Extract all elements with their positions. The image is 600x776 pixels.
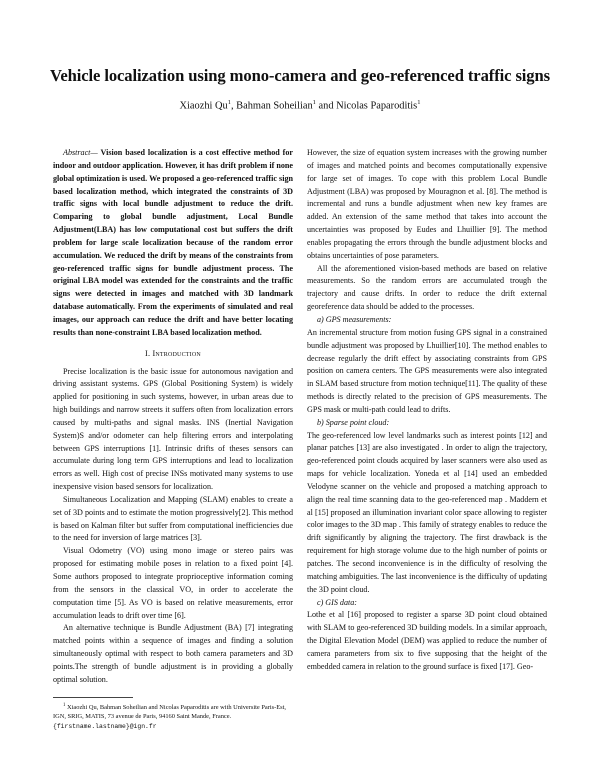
intro-paragraph: Simultaneous Localization and Mapping (SLAM) enables to create a set of 3D points and to estimate the motion progressively[2]. This method is based on Kalman filter but suffer from computational inefficiencies due to the need for inversion of large matrices [3]. (53, 494, 293, 543)
paper-title: Vehicle localization using mono-camera and geo-referenced traffic signs (49, 66, 550, 85)
affiliation-mark: 1 (227, 99, 231, 106)
section-numeral: I. (145, 348, 153, 358)
author-2: Bahman Soheilian (236, 100, 313, 112)
subsection-text-gis-data: Lothe et al [16] proposed to register a sparse 3D point cloud obtained with SLAM to geo-referenced 3D building models. In a similar approach, the Digital Elevation Model (DEM) was applied to reduce the number of camera parameters from six to five supposing that the height of the embedded camera in relation to the ground surface is fixed [17]. Geo- (307, 610, 547, 671)
footnote-divider (53, 697, 133, 698)
footnote-text: Xiaozhi Qu, Bahman Soheilian and Nicolas Paparoditis are with Universite Paris-Est, IGN, SRIG, MATIS, 73 avenue de Paris, 94160 Saint Mande, France. (53, 703, 287, 721)
affiliation-mark: 1 (417, 99, 421, 106)
subsection-heading-gps: a) GPS measurements: (317, 314, 392, 324)
author-3: and Nicolas Paparoditis (318, 100, 418, 112)
section-title: Introduction (152, 348, 201, 358)
intro-paragraph: An alternative technique is Bundle Adjustment (BA) [7] integrating matched points within a sequence of images and finding a solution simultaneously optimal with respect to both camera parameters and 3D points.The strength of bundle adjustment is in providing a globally optimal solution. (53, 623, 293, 684)
body-paragraph: All the aforementioned vision-based methods are based on relative measurements. So the random errors are accumulated trough the trajectory and cause drifts. In order to reduce the drift external georeference data should be added to the processes. (307, 263, 547, 312)
author-1: Xiaozhi Qu (179, 100, 228, 112)
intro-paragraph: Precise localization is the basic issue for autonomous navigation and driving assistant systems. GPS (Global Positioning System) is widely applied for positioning in such systems, however, in urban areas due to high buildings and narrow streets it suffers often from localization errors caused by multi-paths and signal masks. INS (Inertial Navigation System)S and/or odometer can help filtering errors and interpolating between GPS interruptions [1]. Intrinsic drifts of theses sensors can accumulate during long term GPS interruptions and lead to localization errors as well. High cost of precise INSs motivated many systems to use inexpensive vision based sensors for localization. (53, 366, 293, 492)
abstract-dash: — (90, 148, 101, 157)
subsection-text-sparse-point-cloud: The geo-referenced low level landmarks such as interest points [12] and planar patches [13] are also investigated . In order to align the trajectory, geo-referenced point clouds acquired by laser scanners were also used as maps for vehicle localization. Yoneda et al [14] used an embedded Velodyne scanner on the vehicle and proposed a matching approach to align the real time scanning data to the geo-referenced map . Maddern et al [15] proposed an illumination invariant color space allowing to register color images to the 3D map . This family of strategy enables to reduce the drift significantly by aligning the trajectory. The first drawback is the requirement for high storage volume due to the high number of points or patches. The second inconvenience is in the difficulty of resolving the matching ambiguities. The last inconvenience is the difficulty of updating the 3D point cloud. (307, 430, 547, 594)
intro-paragraph: Visual Odometry (VO) using mono image or stereo pairs was proposed for estimating mobile poses in relation to a fixed point [4]. Some authors proposed to integrate proprioceptive information coming from the sensors in the classical VO, in order to accelerate the computation time [5]. As VO is based on relative measurements, error accumulation leads to drift over time [6]. (53, 546, 293, 620)
right-column (307, 147, 547, 674)
footnote (53, 701, 293, 731)
footnote-email: {firstname.lastname}@ign.fr (53, 722, 157, 730)
affiliation-mark: 1 (312, 99, 316, 106)
abstract (53, 147, 293, 340)
abstract-text: Vision based localization is a cost effective method for indoor and outdoor application. However, it has drift problem if none global optimization is used. We proposed a geo-referenced traffic sign based localization method, which integrated the constraints of 3D traffic signs with local bundle adjustment to reduce the drift. Comparing to global bundle adjustment, Local Bundle Adjustment(LBA) has low computational cost but suffers the drift problem for large scale localization because of the random error accumulation. We reduced the drift by means of the constraints from geo-referenced traffic signs for bundle adjustment process. The original LBA model was extended for the constraints and the traffic signs were detected in images and matched with 3D landmark database automatically. From the experiments of simulated and real images, our approach can reduce the drift and have better locating results than none-constraint LBA based localization method. (53, 148, 293, 337)
subsection-text-gps: An incremental structure from motion fusing GPS signal in a constrained bundle adjustment was proposed by Lhuillier[10]. The method enables to decrease regularly the drift effect by associating constraints from GPS position on camera centers. The GPS measurements were also integrated in SLAM based structure from motion technique[11]. The quality of these methods is directly related to the precision of GPS measurements. The GPS mask or multi-path could lead to drifts. (307, 327, 547, 414)
subsection-heading-gis-data: c) GIS data: (317, 597, 358, 607)
section-heading-introduction (53, 348, 293, 361)
left-column (53, 147, 293, 731)
body-paragraph: However, the size of equation system increases with the growing number of images and matched points and becomes computationally expensive for large set of images. To cope with this problem Local Bundle Adjustment (LBA) was proposed by Mouragnon et al. [8]. The method is incremental and runs a bundle adjustment when new key frames are added. An extension of the same method that takes into account the uncertainties was proposed by Eudes and Lhuillier [9]. The method enables propagating the errors through the bundle adjustment blocks and obtains uncertainties of pose parameters. (307, 148, 547, 260)
abstract-label: Abstract (63, 148, 91, 157)
author-line: Xiaozhi Qu$^1$, Bahman Soheilian$^1$ and Nicolas Paparoditis$^1$ (179, 99, 421, 112)
footnote-mark: 1 (63, 702, 66, 708)
subsection-heading-sparse-point-cloud: b) Sparse point cloud: (317, 417, 390, 427)
